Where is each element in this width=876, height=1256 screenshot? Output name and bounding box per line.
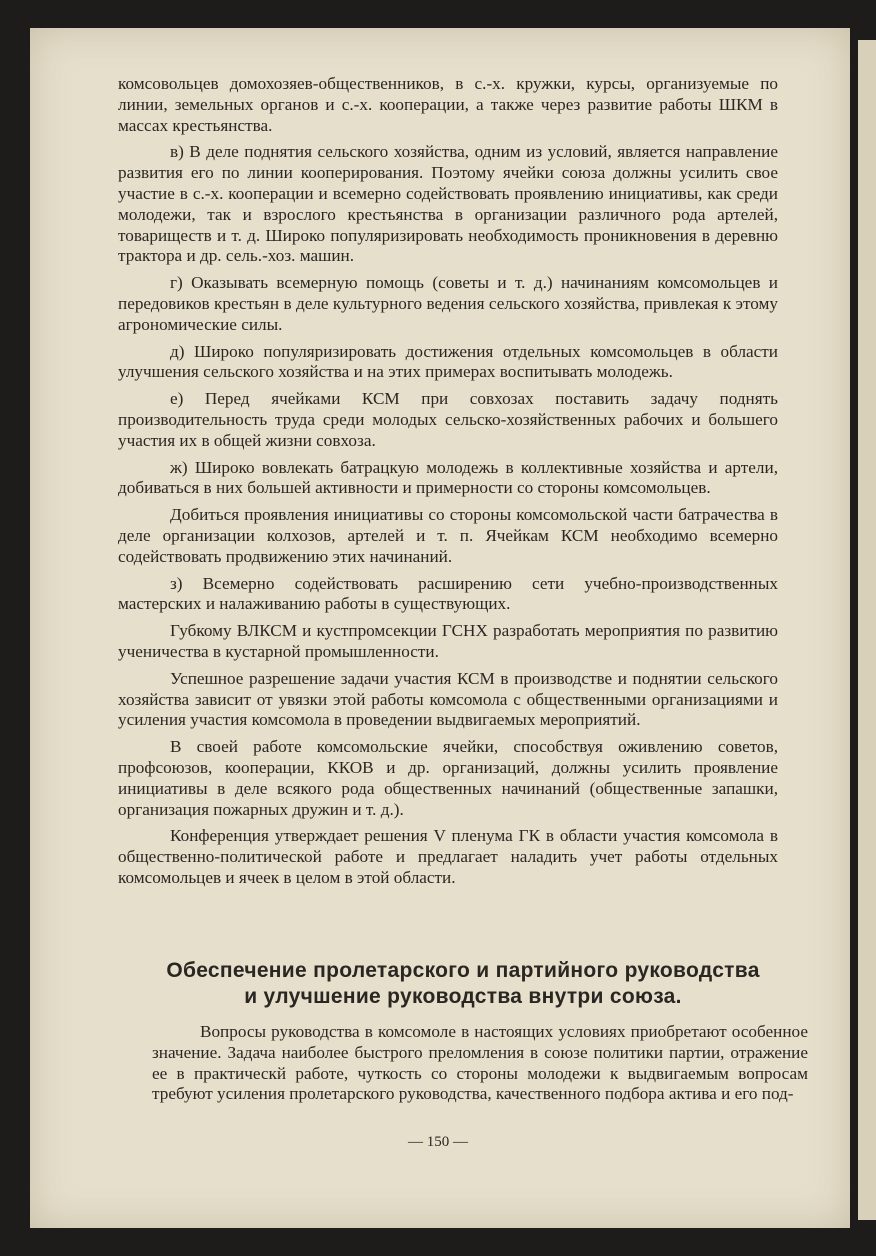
- paragraph-leadership: Вопросы руководства в комсомоле в настоящих условиях приобретают особенное значение. Задача наиболее быстрого преломления в союзе политики партии, отражение ее в практическй работе, чуткость со стороны молодежи к выдвигаемым вопросам требуют усиления пролетарского руководства, качественного подбора актива и его под-: [152, 1022, 808, 1104]
- paragraph-intro: комсовольцев домохозяев-общественников, в с.-х. кружки, курсы, организуемые по линии, земельных органов и с.-х. кооперации, а также через развитие работы ШКМ в массах крестьянства.: [118, 74, 778, 135]
- paragraph-g: г) Оказывать всемерную помощь (советы и т. д.) начинаниям комсомольцев и передовиков крестьян в деле культурного ведения сельского хозяйства, привлекая к этому агрономические силы.: [118, 273, 778, 334]
- paragraph-batrachestvo: Добиться проявления инициативы со стороны комсомольской части батрачества в деле организации колхозов, артелей и т. п. Ячейкам КСМ необходимо всемерно содействовать продвижению этих начинаний.: [118, 505, 778, 566]
- paragraph-zh: ж) Широко вовлекать батрацкую молодежь в коллективные хозяйства и артели, добиваться в них большей активности и примерности со стороны комсомольцев.: [118, 457, 778, 498]
- section-heading-line-2: и улучшение руководства внутри союза.: [244, 985, 682, 1008]
- paragraph-cells-work: В своей работе комсомольские ячейки, способствуя оживлению советов, профсоюзов, кооперации, ККОВ и др. организаций, должны усилить проявление инициативы в деле всякого рода общественных начинаний (общественные запашки, организация пожарных дружин и т. д.).: [118, 737, 778, 819]
- section-heading: [118, 958, 808, 1010]
- section-heading-line-1: Обеспечение пролетарского и партийного руководства: [166, 959, 760, 982]
- paragraph-d: д) Широко популяризировать достижения отдельных комсомольцев в области улучшения сельского хозяйства и на этих примерах воспитывать молодежь.: [118, 341, 778, 382]
- adjacent-page-edge: [858, 40, 876, 1220]
- main-text-block: [118, 74, 778, 895]
- page-number: — 150 —: [408, 1134, 468, 1150]
- paragraph-e: е) Перед ячейками КСМ при совхозах поставить задачу поднять производительность труда среди молодых сельско-хозяйственных рабочих и большего участия их в общей жизни совхоза.: [118, 389, 778, 450]
- paragraph-success: Успешное разрешение задачи участия КСМ в производстве и поднятии сельского хозяйства зависит от увязки этой работы комсомола с общественными организациями и усиления участия комсомола в проведении выдвигаемых мероприятий.: [118, 668, 778, 730]
- paragraph-conference: Конференция утверждает решения V пленума ГК в области участия комсомола в общественно-политической работе и предлагает наладить учет работы отдельных комсомольцев и ячеек в целом в этой области.: [118, 826, 778, 887]
- paragraph-z: з) Всемерно содействовать расширению сети учебно-производственных мастерских и налаживанию работы в существующих.: [118, 573, 778, 614]
- section-text-block: [152, 1022, 808, 1105]
- paragraph-v: в) В деле поднятия сельского хозяйства, одним из условий, является направление развития его по линии кооперирования. Поэтому ячейки союза должны усилить свое участие в с.-х. кооперации и всемерно содействовать проявлению инициативы, как среди молодежи, так и взрослого крестьянства в организации различного рода артелей, товариществ и т. д. Широко популяризировать необходимость проникновения в деревню трактора и др. сель.-хоз. машин.: [118, 142, 778, 266]
- paragraph-gubkom: Губкому ВЛКСМ и кустпромсекции ГСНХ разработать мероприятия по развитию ученичества в кустарной промышленности.: [118, 621, 778, 661]
